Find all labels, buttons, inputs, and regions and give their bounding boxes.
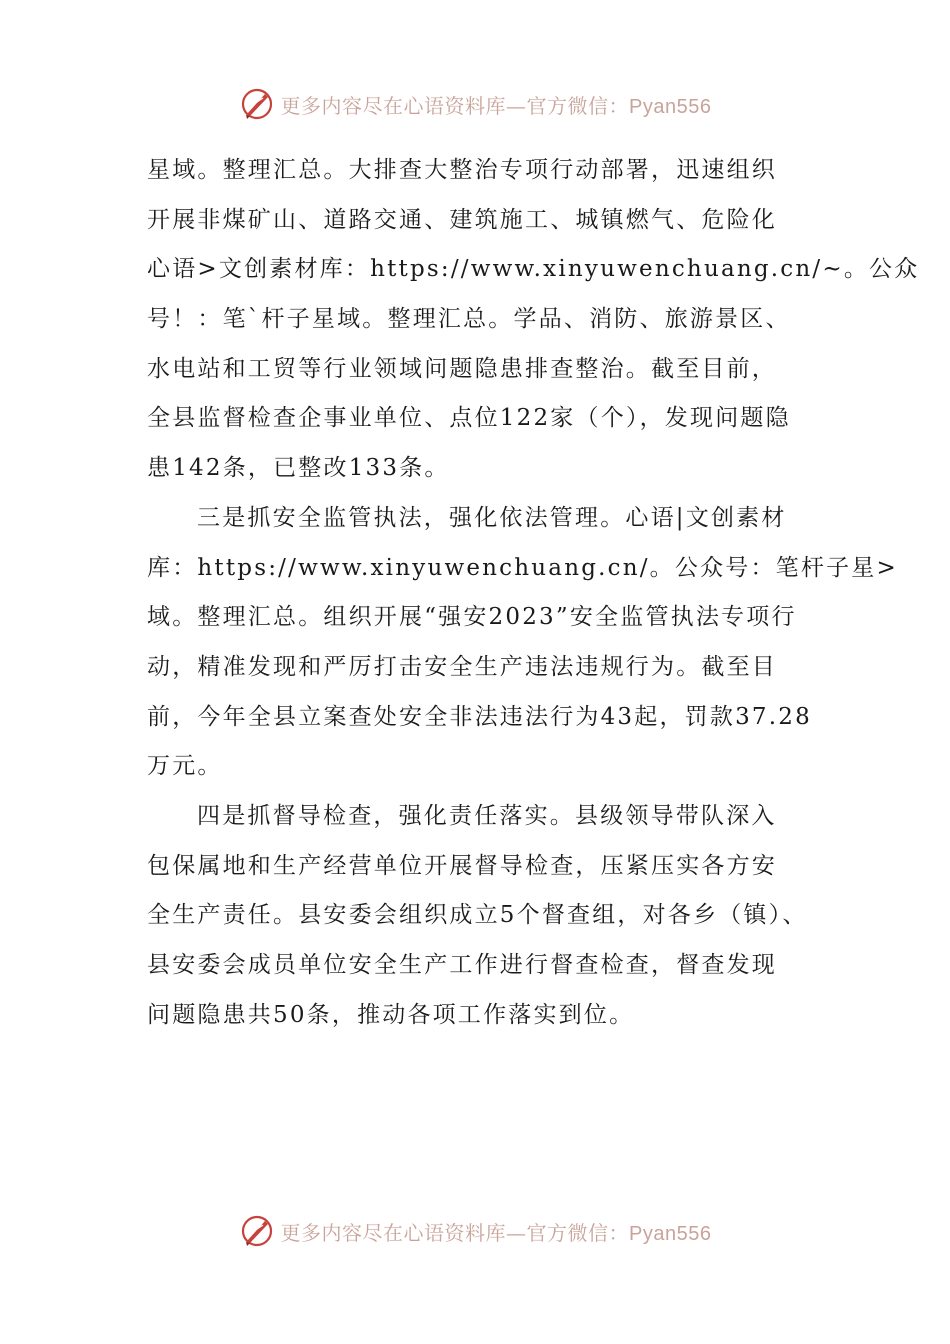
header-banner — [0, 82, 950, 126]
document-body — [147, 146, 920, 1040]
text-line: 动，精准发现和严厉打击安全生产违法违规行为。截至目 — [147, 653, 777, 680]
text-line: 四是抓督导检查，强化责任落实。县级领导带队深入 — [197, 802, 777, 829]
banner-label: 更多内容尽在心语资料库—官方微信： — [280, 93, 630, 118]
text-line: 心语>文创素材库：https://www.xinyuwenchuang.cn/~。公众 — [147, 256, 920, 283]
text-line: 域。整理汇总。组织开展“强安2023”安全监管执法专项行 — [147, 604, 797, 631]
banner-handle: Pyan556 — [629, 95, 712, 118]
banner-text — [281, 1217, 712, 1246]
text-line: 县安委会成员单位安全生产工作进行督查检查，督查发现 — [147, 952, 777, 978]
text-line: 星域。整理汇总。大排查大整治专项行动部署，迅速组织 — [147, 157, 777, 183]
quill-logo-icon — [239, 86, 275, 122]
text-line: 万元。 — [147, 753, 223, 780]
text-line: 前，今年全县立案查处安全非法违法行为43起，罚款37.28 — [147, 703, 812, 730]
banner-handle: Pyan556 — [629, 1222, 712, 1245]
footer-banner — [0, 1209, 950, 1253]
text-line: 问题隐患共50条，推动各项工作落实到位。 — [147, 1001, 635, 1028]
text-line: 库：https://www.xinyuwenchuang.cn/。公众号：笔杆子星> — [147, 554, 898, 581]
text-line: 患142条，已整改133条。 — [147, 455, 450, 482]
text-line: 全生产责任。县安委会组织成立5个督查组，对各乡（镇）、 — [147, 902, 808, 929]
text-line: 三是抓安全监管执法，强化依法管理。心语|文创素材 — [197, 504, 787, 531]
text-line: 号！：笔`杆子星域。整理汇总。学品、消防、旅游景区、 — [147, 306, 791, 333]
text-line: 开展非煤矿山、道路交通、建筑施工、城镇燃气、危险化 — [147, 206, 777, 233]
banner-label: 更多内容尽在心语资料库—官方微信： — [280, 1220, 630, 1245]
text-line: 全县监督检查企事业单位、点位122家（个），发现问题隐 — [147, 405, 791, 432]
text-line: 包保属地和生产经营单位开展督导检查，压紧压实各方安 — [147, 852, 777, 879]
quill-logo-icon — [239, 1213, 275, 1249]
banner-text — [281, 90, 712, 119]
text-line: 水电站和工贸等行业领域问题隐患排查整治。截至目前， — [147, 355, 777, 382]
